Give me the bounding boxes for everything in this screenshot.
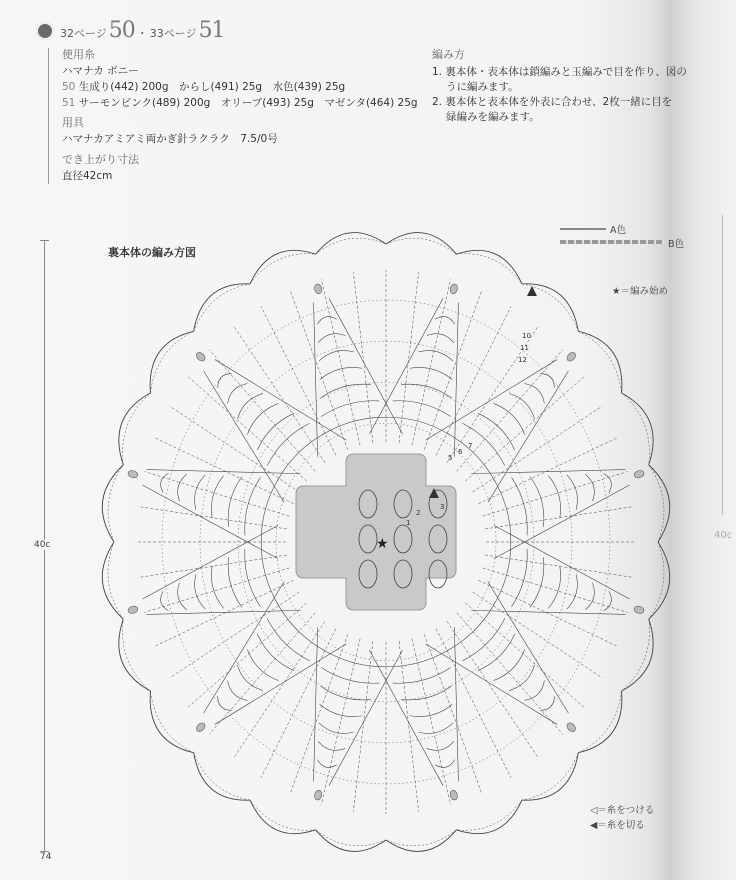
pineapple-row	[158, 472, 168, 493]
scallop-arc	[316, 830, 386, 852]
pattern-number-b: 51	[198, 18, 225, 43]
yarn-line-51-text: サーモンピンク(489) 200g オリーブ(493) 25g マゼンタ(464) 25g	[78, 97, 418, 109]
chain-line	[436, 629, 511, 778]
legend-a-swatch	[560, 228, 606, 230]
chain-line	[483, 472, 628, 517]
scallop-inner-arc	[316, 830, 386, 846]
chain-line	[412, 639, 451, 805]
puff-stitch	[195, 721, 207, 733]
chain-line	[188, 376, 307, 481]
scallop-arc	[119, 393, 151, 465]
scallop-inner-arc	[123, 393, 151, 465]
puff-stitch	[633, 605, 644, 614]
scallop-inner-arc	[522, 753, 578, 800]
row-number: 12	[518, 356, 527, 364]
pineapple-row	[317, 331, 345, 343]
pineapple-motif	[117, 430, 301, 558]
scallop-arc	[386, 233, 456, 255]
scallop-arc	[102, 465, 123, 542]
row-number: 11	[520, 344, 529, 352]
scallop-arc	[316, 233, 386, 255]
scallop-inner-arc	[250, 254, 316, 284]
chain-line	[465, 376, 584, 481]
pineapple-row	[604, 472, 614, 493]
start-star-icon: ★	[376, 536, 389, 552]
pineapple-row	[320, 668, 379, 688]
pineapple-row	[512, 549, 532, 608]
puff-stitch	[565, 351, 577, 363]
separator-dot: ・	[136, 27, 148, 40]
scallop-inner-arc	[622, 619, 650, 691]
pineapple-row	[435, 760, 456, 770]
pineapple-row	[244, 400, 279, 435]
chain-line	[261, 629, 336, 778]
chain-line	[485, 506, 634, 528]
pineapple-row	[604, 591, 614, 612]
chain-line	[457, 350, 563, 472]
scallop-inner-arc	[649, 542, 664, 619]
pineapple-row	[418, 347, 454, 361]
chain-line	[155, 580, 294, 646]
pineapple-row	[393, 668, 452, 688]
pineapple-row	[493, 540, 515, 607]
pineapple-row	[410, 363, 454, 379]
pineapple-edge	[471, 435, 639, 559]
puff-stitch	[195, 351, 207, 363]
pineapple-row	[320, 396, 379, 416]
pineapple-row	[175, 473, 187, 501]
scallop-arc	[194, 753, 250, 800]
scallop-arc	[194, 284, 250, 331]
scallop-arc	[649, 465, 670, 542]
chain-line	[155, 438, 294, 504]
pineapple-row	[410, 704, 454, 720]
yarn-line-50-number: 50	[62, 81, 76, 93]
pineapple-row	[256, 477, 278, 544]
yarn-line-50	[62, 79, 345, 94]
chain-line	[473, 406, 603, 492]
pineapple-row	[207, 566, 223, 610]
chain-line	[321, 639, 360, 805]
pineapple-motif	[117, 525, 301, 653]
chain-line	[457, 613, 563, 735]
pineapple-edge	[471, 525, 639, 649]
row-number: 5	[448, 454, 453, 462]
instruction-step1a: 1. 裏本体・表本体は鎖編みと玉編みで目を作り、図の	[432, 66, 687, 78]
chain-line	[465, 603, 584, 708]
row-number: 6	[458, 448, 463, 456]
scallop-arc	[622, 393, 654, 465]
scallop-arc	[578, 331, 622, 393]
scallop-inner-arc	[386, 830, 456, 846]
pineapple-row	[567, 474, 581, 510]
scallop-inner-arc	[456, 254, 522, 284]
pineapple-row	[240, 549, 260, 608]
chain-line	[138, 555, 287, 577]
puff-stitch	[127, 470, 138, 479]
chain-line	[261, 306, 336, 455]
pineapple-row	[384, 649, 451, 671]
pineapple-row	[321, 412, 388, 434]
pineapple-edge	[369, 627, 493, 795]
row-number: 10	[522, 332, 531, 340]
chain-line	[478, 438, 617, 504]
chain-line	[473, 592, 603, 678]
scallop-inner-arc	[456, 800, 522, 830]
pineapple-row	[462, 618, 508, 664]
chain-line	[353, 272, 373, 443]
pineapple-row	[264, 618, 310, 664]
pineapple-row	[316, 760, 337, 770]
crochet-diagram	[96, 232, 696, 862]
chain-line	[209, 350, 315, 472]
pineapple-edge	[369, 289, 493, 457]
pineapple-row	[585, 473, 597, 501]
pineapple-row	[318, 723, 354, 737]
pineapple-row	[478, 410, 518, 450]
pineapple-row	[158, 591, 168, 612]
pineapple-row	[493, 649, 528, 684]
scallop-arc	[102, 542, 123, 619]
scallop-arc	[649, 542, 670, 619]
chain-line	[290, 291, 347, 450]
pineapple-row	[493, 477, 515, 544]
scallop-inner-arc	[250, 800, 316, 830]
yarn-label: 使用糸	[62, 48, 95, 61]
pineapple-row	[254, 410, 294, 450]
chain-line	[209, 613, 315, 735]
row-number: 3	[440, 503, 445, 511]
scallop-inner-arc	[108, 542, 123, 619]
pineapple-row	[319, 686, 371, 704]
tools-text: ハマナカアミアミ両かぎ針ラクラク 7.5/0号	[62, 133, 278, 145]
page-ref-a: 32ページ	[60, 27, 107, 40]
pineapple-row	[384, 412, 451, 434]
puff-stitch	[314, 283, 323, 294]
flower-icon	[36, 22, 54, 40]
pineapple-row	[318, 704, 362, 720]
pineapple-motif	[369, 627, 497, 811]
scallop-arc	[456, 800, 522, 834]
pineapple-motif	[166, 322, 346, 502]
scallop-arc	[386, 830, 456, 852]
instruction-step2b: 緑編みを編みます。	[446, 111, 540, 123]
scallop-arc	[250, 800, 316, 834]
pineapple-row	[393, 396, 452, 416]
pineapple-row	[224, 681, 247, 704]
pineapple-row	[254, 634, 294, 674]
page-header	[36, 18, 225, 43]
chain-line	[485, 555, 634, 577]
next-page-rule	[722, 215, 723, 515]
next-page-dimension: 40c	[714, 530, 733, 541]
scallop-inner-arc	[123, 619, 151, 691]
pineapple-edge	[279, 289, 403, 457]
scallop-inner-arc	[194, 284, 250, 331]
pineapple-row	[191, 574, 205, 610]
pineapple-motif	[471, 525, 655, 653]
yarn-line-51	[62, 95, 418, 110]
scallop-inner-arc	[108, 465, 123, 542]
scallop-arc	[119, 619, 151, 691]
dimension-tick-top	[40, 240, 49, 241]
chain-line	[436, 306, 511, 455]
yarn-line-50-text: 生成り(442) 200g からし(491) 25g 水色(439) 25g	[78, 81, 346, 93]
pineapple-edge	[133, 525, 301, 649]
pineapple-row	[525, 681, 548, 704]
chain-line	[145, 568, 290, 613]
scallop-arc	[150, 331, 194, 393]
pineapple-row	[264, 420, 310, 466]
instruction-step2a: 2. 裏本体と表本体を外表に合わせ、2枚一緒に目を	[432, 96, 673, 108]
pineapple-row	[435, 314, 456, 324]
pineapple-motif	[426, 322, 606, 502]
pineapple-row	[512, 476, 532, 535]
pineapple-row	[548, 474, 564, 518]
pineapple-row	[418, 723, 454, 737]
scallop-arc	[622, 619, 654, 691]
puff-stitch	[314, 789, 323, 800]
yarn-line-51-number: 51	[62, 97, 76, 109]
scallop-inner-arc	[194, 753, 250, 800]
chain-line	[399, 641, 419, 812]
scallop-arc	[250, 250, 316, 284]
section-rule	[48, 48, 49, 184]
scallop-inner-arc	[622, 393, 650, 465]
scallop-arc	[456, 250, 522, 284]
puff-stitch	[565, 721, 577, 733]
pineapple-row	[317, 741, 345, 753]
scallop-arc	[578, 691, 622, 753]
dimension-label: 40c	[34, 540, 51, 550]
pineapple-row	[493, 400, 528, 435]
pineapple-row	[318, 363, 362, 379]
pineapple-edge	[133, 435, 301, 559]
page-ref-b: 33ページ	[149, 27, 197, 40]
pineapple-row	[548, 566, 564, 610]
pineapple-motif	[274, 273, 402, 457]
tools-label: 用具	[62, 116, 84, 129]
pineapple-row	[401, 380, 453, 398]
chain-line	[290, 634, 347, 793]
pineapple-row	[321, 649, 388, 671]
puff-stitch	[449, 283, 458, 294]
chain-line	[399, 272, 419, 443]
pineapple-row	[525, 380, 548, 403]
size-label: でき上がり寸法	[62, 153, 139, 166]
start-note: ★＝編み始め	[612, 286, 669, 297]
row-number: 2	[416, 509, 421, 517]
pineapple-row	[240, 476, 260, 535]
pineapple-row	[318, 347, 354, 361]
pineapple-edge	[279, 627, 403, 795]
scallop-arc	[522, 753, 578, 800]
row-number: 1	[406, 519, 411, 527]
chain-line	[138, 506, 287, 528]
chain-line	[321, 279, 360, 445]
legend-b-label: B色	[668, 239, 685, 250]
pineapple-row	[175, 583, 187, 611]
pineapple-row	[427, 741, 455, 753]
puff-stitch	[127, 605, 138, 614]
row-number: 7	[468, 442, 473, 450]
cut-note: ◀＝糸を切る	[590, 820, 645, 831]
puff-stitch	[449, 789, 458, 800]
instruction-step1b: うに編みます。	[446, 81, 519, 93]
join-note: ◁＝糸をつける	[590, 805, 655, 816]
chain-line	[169, 592, 299, 678]
pineapple-row	[191, 474, 205, 510]
scallop-inner-arc	[316, 238, 386, 254]
scallop-arc	[150, 691, 194, 753]
pineapple-motif	[369, 273, 497, 457]
chain-line	[169, 406, 299, 492]
pineapple-row	[585, 583, 597, 611]
pineapple-motif	[426, 582, 606, 762]
pineapple-row	[256, 540, 278, 607]
legend-a-label: A色	[610, 225, 626, 236]
chart-title: 裏本体の編み方図	[108, 246, 196, 259]
pineapple-row	[567, 574, 581, 610]
pattern-number-a: 50	[108, 18, 135, 43]
pineapple-motif	[471, 430, 655, 558]
scallop-inner-arc	[649, 465, 664, 542]
pineapple-row	[244, 649, 279, 684]
pineapple-row	[478, 634, 518, 674]
chain-line	[424, 291, 481, 450]
page-number: 74	[40, 852, 52, 862]
pineapple-row	[224, 380, 247, 403]
pineapple-row	[316, 314, 337, 324]
pineapple-motif	[166, 582, 346, 762]
size-text: 直径42cm	[62, 170, 113, 182]
scallop-inner-arc	[386, 238, 456, 254]
instructions-label: 編み方	[432, 48, 465, 61]
puff-stitch	[633, 470, 644, 479]
yarn-brand: ハマナカ ボニー	[62, 65, 139, 77]
chain-line	[478, 580, 617, 646]
chain-line	[353, 641, 373, 812]
pineapple-row	[427, 331, 455, 343]
chain-line	[188, 603, 307, 708]
pineapple-row	[207, 474, 223, 518]
chain-line	[424, 634, 481, 793]
chain-line	[412, 279, 451, 445]
